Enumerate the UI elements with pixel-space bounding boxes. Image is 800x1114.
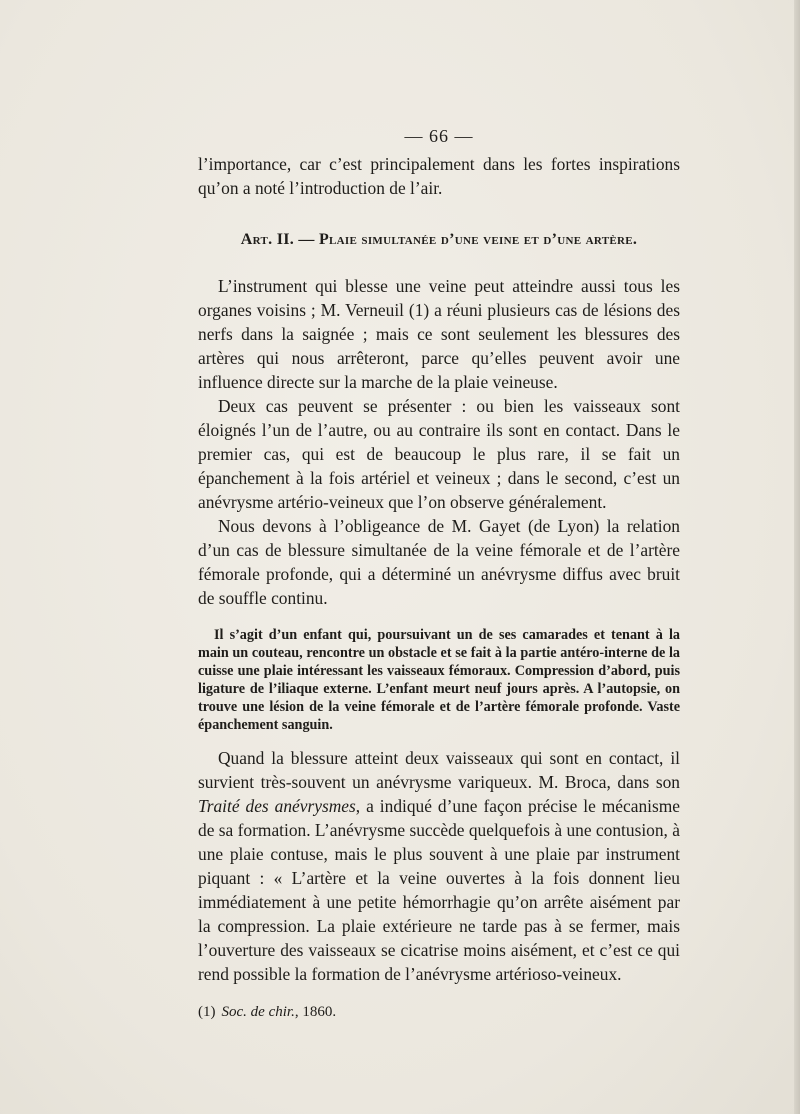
page-number: — 66 — bbox=[404, 126, 474, 146]
page-edge-shadow bbox=[794, 0, 800, 1114]
paragraph-4-text-b: , a indiqué d’une façon précise le mécanisme de sa formation. L’anévrysme succède quelquefois à une contusion, à une plaie contuse, mais le plus souvent à une plaie par instrument piquant : « L’artère et la veine ouvertes à la fois donnent lieu immédiatement à une petite hémorrhagie qu’on arrête aisément par la compression. La plaie extérieure ne tarde pas à se fermer, mais l’ouverture des vaisseaux se cicatrise moins aisément, et c’est ce qui rend possible la formation de l’anévrysme artérioso-veineux. bbox=[198, 796, 680, 984]
paragraph-4-text-a: Quand la blessure atteint deux vaisseaux qui sont en contact, il survient très-souvent un anévrysme variqueux. M. Broca, dans son bbox=[198, 748, 680, 792]
footnote-year: , 1860. bbox=[294, 1004, 337, 1020]
paragraph-3: Nous devons à l’obligeance de M. Gayet (de Lyon) la relation d’un cas de blessure simultanée de la veine fémorale et de l’artère fémorale profonde, qui a déterminé un anévrysme diffus avec bruit de souffle continu. bbox=[198, 516, 680, 608]
footnote-source: Soc. de chir. bbox=[221, 1004, 295, 1020]
paragraph-2: Deux cas peuvent se présenter : ou bien les vaisseaux sont éloignés l’un de l’autre, ou au contraire ils sont en contact. Dans le premier cas, qui est de beaucoup le plus rare, il se fait un épanchement à la fois artériel et veineux ; dans le second, c’est un anévrysme artério-veineux que l’on observe généralement. bbox=[198, 396, 680, 512]
paragraph-4-book-title: Traité des anévrysmes bbox=[198, 796, 356, 816]
footnote bbox=[198, 1002, 680, 1022]
case-note: Il s’agit d’un enfant qui, poursuivant un de ses camarades et tenant à la main un couteau, rencontre un obstacle et se fait à la partie antéro-interne de la cuisse une plaie intéressant les vaisseaux fémoraux. Compression d’abord, puis ligature de l’iliaque externe. L’enfant meurt neuf jours après. A l’autopsie, on trouve une lésion de la veine fémorale et de l’artère fémorale profonde. Vaste épanchement sanguin. bbox=[198, 627, 680, 733]
opening-paragraph: l’importance, car c’est principalement dans les fortes inspirations qu’on a noté l’introduction de l’air. bbox=[198, 154, 680, 198]
footnote-number: (1) bbox=[198, 1004, 216, 1020]
paragraph-4 bbox=[198, 746, 680, 986]
section-heading: Art. II. — Plaie simultanée d’une veine et d’une artère. bbox=[240, 231, 638, 248]
text-column bbox=[198, 124, 680, 1022]
paragraph-1: L’instrument qui blesse une veine peut atteindre aussi tous les organes voisins ; M. Verneuil (1) a réuni plusieurs cas de lésions des nerfs dans la saignée ; mais ce sont seulement les blessures des artères qui nous arrêteront, parce qu’elles peuvent avoir une influence directe sur la marche de la plaie veineuse. bbox=[198, 276, 680, 392]
